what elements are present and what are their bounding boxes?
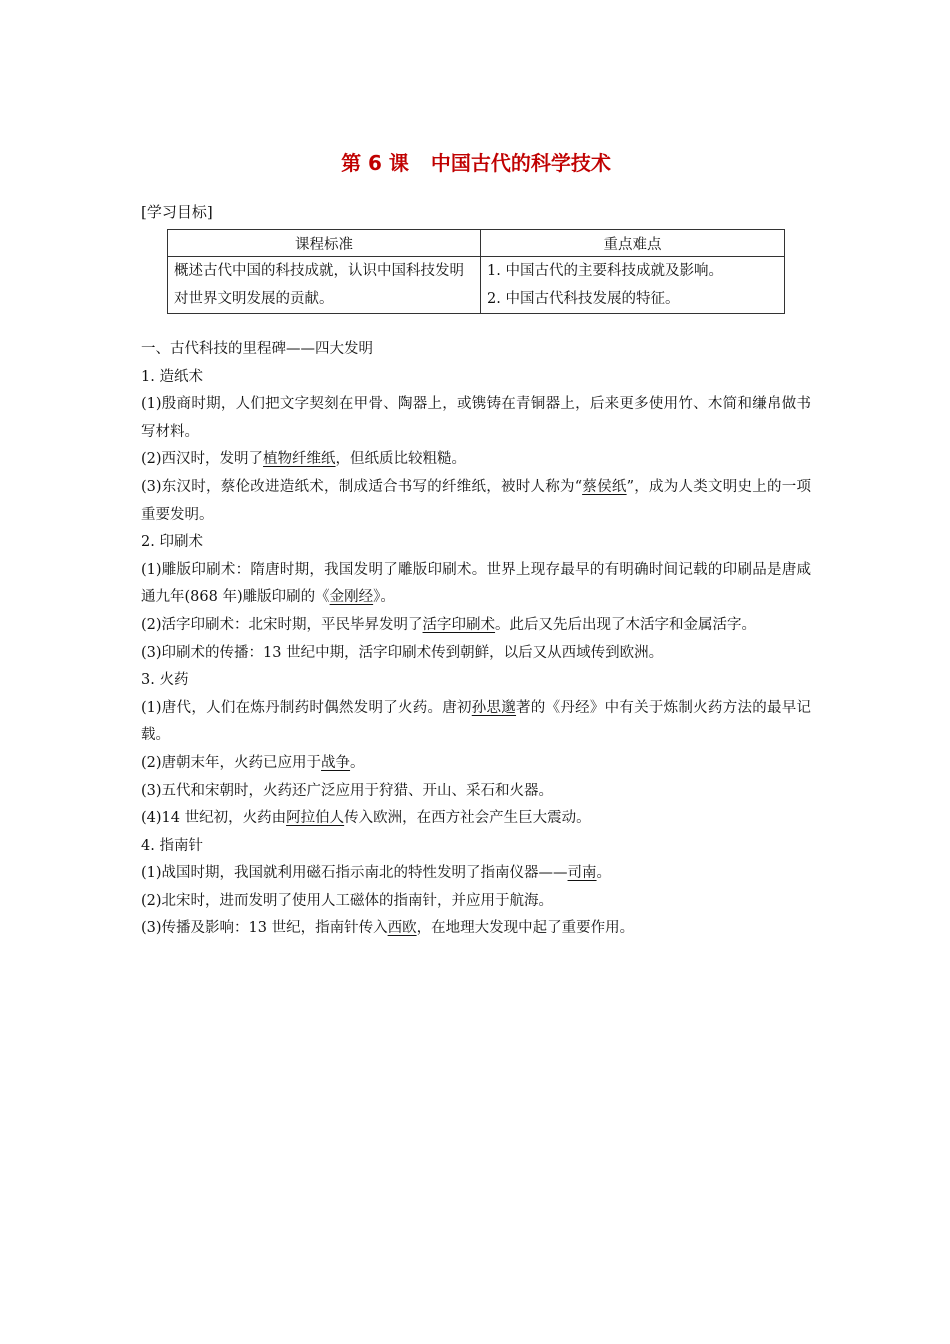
printing-title: 2. 印刷术 (141, 534, 203, 551)
compass-point-3: (3)传播及影响：13 世纪，指南针传入西欧，在地理大发现中起了重要作用。 (141, 920, 635, 937)
content-body (141, 336, 811, 943)
key-point-2: 2. 中国古代科技发展的特征。 (487, 291, 680, 307)
papermaking-point-3: (3)东汉时，蔡伦改进造纸术，制成适合书写的纤维纸，被时人称为“蔡侯纸”，成为人类文明史上的一项重要发明。 (141, 478, 812, 523)
gunpowder-title: 3. 火药 (141, 672, 189, 689)
key-term: 活字印刷术 (422, 616, 496, 633)
key-point-1: 1. 中国古代的主要科技成就及影响。 (487, 263, 723, 279)
learning-goals-table (167, 229, 785, 314)
lesson-name: 中国古代的科学技术 (430, 151, 611, 175)
key-term: 孙思邈 (471, 699, 517, 716)
gunpowder-point-1: (1)唐代，人们在炼丹制药时偶然发明了火药。唐初孙思邈著的《丹经》中有关于炼制火药方法的最早记载。 (141, 699, 811, 744)
section-heading: 一、古代科技的里程碑——四大发明 (141, 341, 373, 357)
printing-point-1: (1)雕版印刷术：隋唐时期，我国发明了雕版印刷术。世界上现存最早的有明确时间记载的印刷品是唐咸通九年(868 年)雕版印刷的《金刚经》。 (141, 561, 811, 606)
papermaking-point-2: (2)西汉时，发明了植物纤维纸，但纸质比较粗糙。 (141, 451, 467, 468)
key-term: 蔡侯纸 (582, 478, 627, 495)
gunpowder-point-3: (3)五代和宋朝时，火药还广泛应用于狩猎、开山、采石和火器。 (141, 782, 554, 799)
key-term: 阿拉伯人 (286, 810, 345, 827)
printing-point-2: (2)活字印刷术：北宋时期，平民毕昇发明了活字印刷术。此后又先后出现了木活字和金属活字。 (141, 616, 757, 633)
gunpowder-point-4: (4)14 世纪初，火药由阿拉伯人传入欧洲，在西方社会产生巨大震动。 (141, 810, 591, 827)
key-term: 金刚经 (329, 589, 374, 606)
printing-point-3: (3)印刷术的传播：13 世纪中期，活字印刷术传到朝鲜，以后又从西域传到欧洲。 (141, 644, 664, 661)
key-term: 司南 (567, 865, 597, 882)
key-term: 植物纤维纸 (263, 451, 336, 468)
key-term: 西欧 (387, 920, 417, 937)
curriculum-standard-cell: 概述古代中国的科技成就，认识中国科技发明对世界文明发展的贡献。 (168, 257, 481, 314)
compass-point-1: (1)战国时期，我国就利用磁石指示南北的特性发明了指南仪器——司南。 (141, 865, 612, 882)
header-key-points: 重点难点 (481, 230, 785, 257)
learning-goals-label: [学习目标] (141, 203, 213, 221)
compass-title: 4. 指南针 (141, 837, 203, 854)
header-curriculum-standard: 课程标准 (168, 230, 481, 257)
gunpowder-point-2: (2)唐朝末年，火药已应用于战争。 (141, 754, 365, 771)
key-points-cell (481, 257, 785, 314)
papermaking-point-1: (1)殷商时期，人们把文字契刻在甲骨、陶器上，或镌铸在青铜器上，后来更多使用竹、木简和缣帛做书写材料。 (141, 396, 811, 440)
lesson-number: 第 6 课 (341, 151, 409, 175)
papermaking-title: 1. 造纸术 (141, 368, 203, 385)
page-title (141, 147, 811, 176)
key-term: 战争 (321, 754, 351, 771)
compass-point-2: (2)北宋时，进而发明了使用人工磁体的指南针，并应用于航海。 (141, 892, 554, 909)
